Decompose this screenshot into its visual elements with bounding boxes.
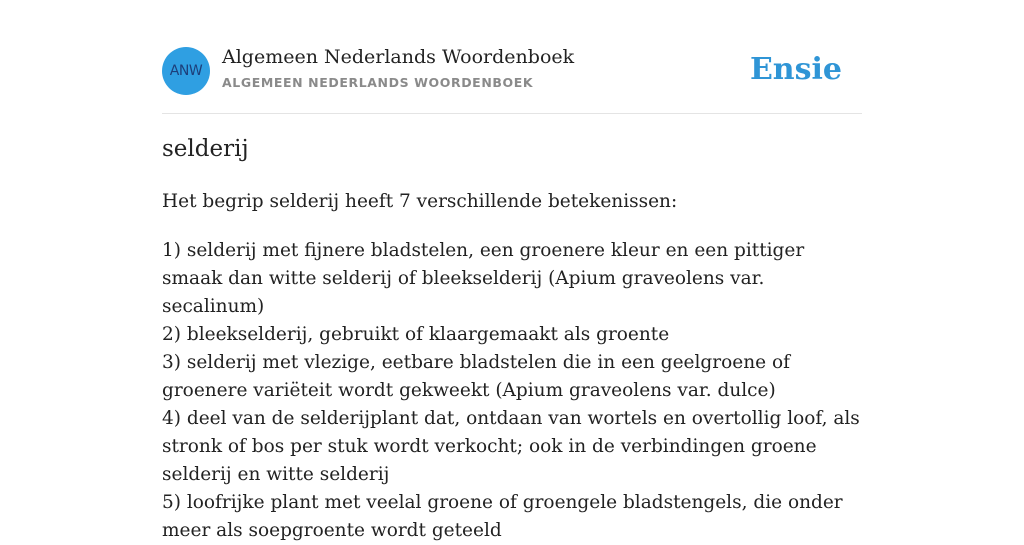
definition-item: 5) loofrijke plant met veelal groene of groengele bladstengels, die onder meer als soepgroente wordt geteeld [162, 492, 843, 541]
definition-intro: Het begrip selderij heeft 7 verschillende betekenissen: [162, 191, 678, 212]
definition-item: 2) bleekselderij, gebruikt of klaargemaakt als groente [162, 324, 670, 345]
definition-item: 1) selderij met fijnere bladstelen, een groenere kleur en een pittiger smaak dan witte selderij of bleekselderij (Apium graveolens var. secalinum) [162, 240, 805, 317]
anw-logo[interactable]: ANW [162, 47, 210, 95]
definition-item: 4) deel van de selderijplant dat, ontdaan van wortels en overtollig loof, als stronk of bos per stuk wordt verkocht; ook in de verbindingen groene selderij en witte selderij [162, 408, 860, 485]
page-title: selderij [162, 136, 249, 162]
header-divider [162, 113, 862, 114]
site-subtitle: ALGEMEEN NEDERLANDS WOORDENBOEK [222, 75, 534, 90]
definition-item: 3) selderij met vlezige, eetbare bladstelen die in een geelgroene of groenere variëteit wordt gekweekt (Apium graveolens var. dulce) [162, 352, 790, 401]
definition-list [162, 237, 866, 545]
site-title[interactable]: Algemeen Nederlands Woordenboek [222, 46, 575, 68]
site-header [162, 46, 862, 96]
ensie-brand-link[interactable]: Ensie [749, 52, 842, 87]
